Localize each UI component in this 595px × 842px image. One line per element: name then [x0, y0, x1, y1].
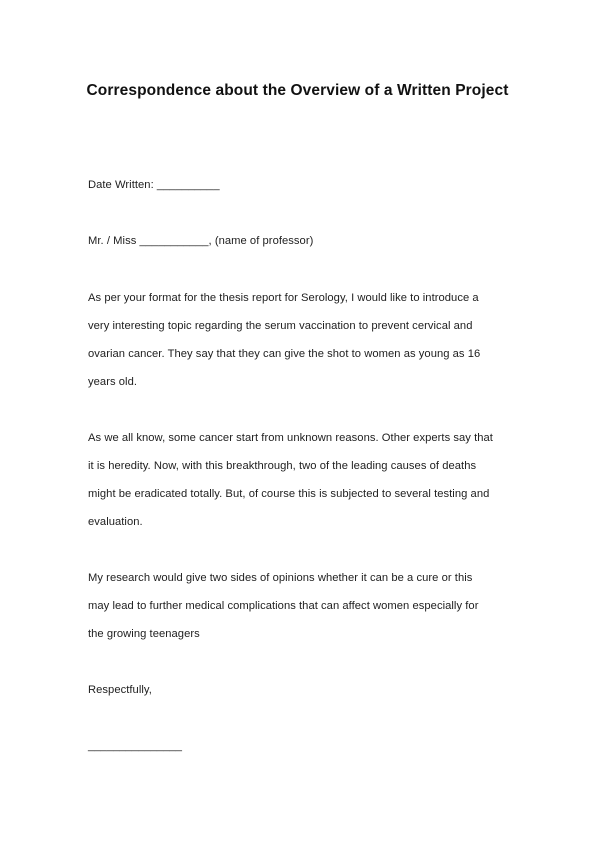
paragraph-line: As we all know, some cancer start from unknown reasons. Other experts say that [88, 432, 493, 444]
paragraph-line: years old. [88, 376, 138, 388]
date-line: Date Written: __________ [88, 179, 220, 191]
paragraph-line: might be eradicated totally. But, of course this is subjected to several testing and [88, 488, 490, 500]
paragraph-line: very interesting topic regarding the serum vaccination to prevent cervical and [88, 320, 473, 332]
recipient-line: Mr. / Miss ___________, (name of professor) [88, 235, 314, 247]
paragraph-line: My research would give two sides of opinions whether it can be a cure or this [88, 572, 473, 584]
closing-text: Respectfully, [88, 684, 152, 696]
paragraph-line: ovarian cancer. They say that they can give the shot to women as young as 16 [88, 348, 481, 360]
paragraph-line: it is heredity. Now, with this breakthrough, two of the leading causes of deaths [88, 460, 477, 472]
document-title: Correspondence about the Overview of a Written Project [86, 82, 509, 99]
signature-line: _______________ [88, 740, 183, 752]
paragraph-line: As per your format for the thesis report for Serology, I would like to introduce a [88, 292, 479, 304]
paragraph-line: evaluation. [88, 516, 143, 528]
paragraph-line: may lead to further medical complications that can affect women especially for [88, 600, 479, 612]
paragraph-line: the growing teenagers [88, 628, 200, 640]
